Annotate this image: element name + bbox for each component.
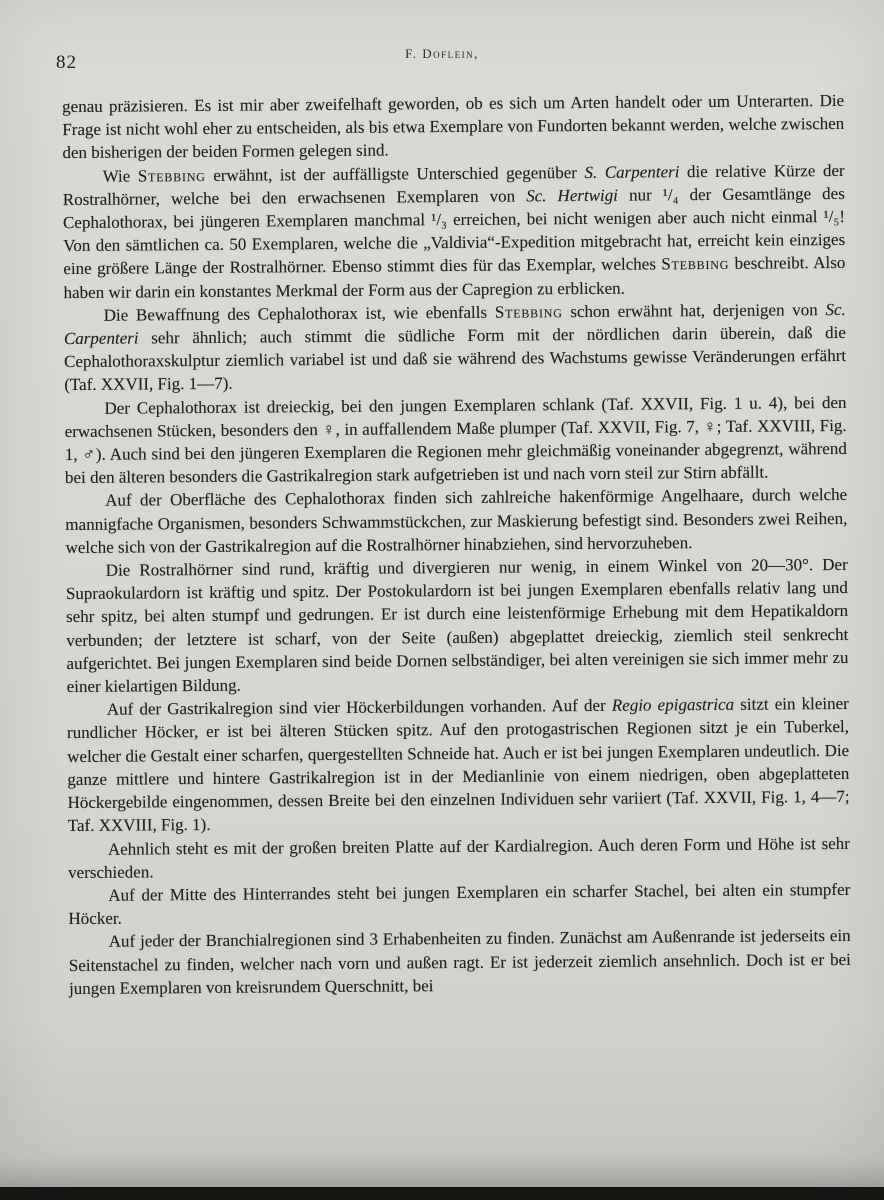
body-text: Auf der Mitte des Hinterrandes steht bei jungen Exemplaren ein scharfer Stachel, bei alten ein stumpfer Höcker.: [68, 879, 851, 929]
body-text: Die Rostralhörner sind rund, kräftig und divergieren nur wenig, in einem Winkel von 20—30°. Der Supraokulardorn ist kräftig und spitz. Der Postokulardorn ist bei jungen Exemplaren ebenfalls relativ lang und sehr spitz, bei alten stumpf und gedrungen. Er ist durch eine leistenförmige Erhebung mit dem Hepatikaldorn verbunden; der letztere ist scharf, von der Seite (außen) abgeplattet dreieckig, ziemlich steil senkrecht aufgerichtet. Bei jungen Exemplaren sind beide Dornen selbständiger, bei alten vereinigen sie sich immer mehr zu einer kielartigen Bildung.: [65, 554, 849, 697]
body-text: Auf der Gastrikalregion sind vier Höckerbildungen vorhanden. Auf der: [106, 696, 612, 720]
body-text: Wie: [102, 166, 138, 186]
paragraph: [63, 159, 846, 304]
species-name: Regio epigastrica: [611, 695, 735, 716]
scan-edge-shadow: [0, 1157, 884, 1187]
paragraph: [64, 298, 847, 397]
paragraph: [69, 924, 852, 1000]
running-header: F. Doflein,: [405, 46, 479, 61]
body-text: schon erwähnt hat, derjenigen von: [562, 299, 826, 321]
body-text: sitzt ein kleiner rundlicher Höcker, er ist bei älteren Stücken spitz. Auf den protogastrischen Regionen sitzt je ein Tuberkel, welcher die Gestalt einer scharfen, quergestellten Schneide hat. Auch er ist bei jungen Exemplaren undeutlich. Die ganze mittlere und hintere Gastrikalregion ist in der Medianlinie von einem niedrigen, oben abgeplatteten Höckergebilde eingenommen, dessen Breite bei den einzelnen Individuen sehr variiert (Taf. XXVII, Fig. 1, 4—7; Taf. XXVIII, Fig. 1).: [66, 694, 850, 836]
paragraph: [64, 391, 847, 490]
page-paragraphs: [62, 89, 851, 1000]
body-text: Auf jeder der Branchialregionen sind 3 Erhabenheiten zu finden. Zunächst am Außenrande ist jederseits ein Seitenstachel zu finden, welcher nach vorn und außen ragt. Er ist jederzeit ziemlich ansehnlich. Doch ist er bei jungen Exemplaren von kreisrundem Querschnitt, bei: [68, 926, 851, 998]
page-number: 82: [56, 52, 77, 73]
body-text: Die Bewaffnung des Cephalothorax ist, wie ebenfalls: [103, 302, 495, 325]
species-name: Sc. Hertwigi: [526, 185, 619, 206]
author-name: Stebbing: [494, 301, 563, 322]
paragraph: [68, 878, 850, 931]
author-name: Stebbing: [137, 165, 206, 186]
body-text: erwähnt, ist der auffälligste Unterschied gegenüber: [205, 162, 585, 185]
species-name: S. Carpenteri: [584, 161, 680, 182]
paragraph: [66, 553, 849, 698]
body-text: Aehnlich steht es mit der großen breiten Platte auf der Kardialregion. Auch deren Form und Höhe ist sehr verschieden.: [68, 833, 850, 882]
author-name: Stebbing: [661, 254, 730, 274]
body-text: sehr ähnlich; auch stimmt die südliche Form mit der nördlichen darin überein, daß die Cephalothoraxskulptur ziemlich variabel ist und daß sie während des Wachstums gewisse Veränderungen erfährt (Taf. XXVII, Fig. 1—7).: [64, 322, 847, 395]
scan-bottom-edge: [0, 1187, 884, 1200]
body-text: nur ¹/₄ der Gesamtlänge des Cephalothorax, bei jüngeren Exemplaren manchmal ¹/₃ erreichen, bei nicht wenigen aber auch nicht einmal ¹/₅! Von den sämtlichen ca. 50 Exemplaren, welche die „Valdivia“-Expedition mitgebracht hat, erreicht kein einziges eine größere Länge der Rostralhörner. Ebenso stimmt dies für das Exemplar, welches: [62, 183, 846, 279]
body-text: genau präzisieren. Es ist mir aber zweifelhaft geworden, ob es sich um Arten handelt oder um Unterarten. Die Frage ist nicht wohl eher zu entscheiden, als bis etwa Exemplare von Fundorten bekannt werden, welche zwischen den bisherigen der beiden Formen gelegen sind.: [62, 90, 845, 163]
paragraph: [67, 692, 850, 837]
paragraph: [68, 831, 850, 884]
paragraph: [65, 483, 848, 559]
body-text: die relative Kürze der Rostralhörner, welche bei den erwachsenen Exemplaren von: [62, 160, 845, 209]
body-text: Der Cephalothorax ist dreieckig, bei den jungen Exemplaren schlank (Taf. XXVII, Fig. 1 u. 4), bei den erwachsenen Stücken, besonders den ♀, in auffallendem Maße plumper (Taf. XXVII, Fig. 7, ♀; Taf. XXVIII, Fig. 1, ♂). Auch sind bei den jüngeren Exemplaren die Regionen mehr gleichmäßig voneinander abgegrenzt, während bei den älteren besonders die Gastrikalregion stark aufgetrieben ist und nach vorn steil zur Stirn abfällt.: [64, 392, 847, 488]
body-text: beschreibt. Also haben wir darin ein konstantes Merkmal der Form aus der Capregion zu erblicken.: [63, 253, 846, 302]
body-text: Auf der Oberfläche des Cephalothorax finden sich zahlreiche hakenförmige Angelhaare, durch welche mannigfache Organismen, besonders Schwammstückchen, zur Maskierung befestigt sind. Besonders zwei Reihen, welche sich von der Gastrikalregion auf die Rostralhörner hinabziehen, sind hervorzuheben.: [65, 485, 848, 557]
species-name: Sc. Carpenteri: [63, 299, 846, 349]
paragraph: [62, 89, 845, 165]
